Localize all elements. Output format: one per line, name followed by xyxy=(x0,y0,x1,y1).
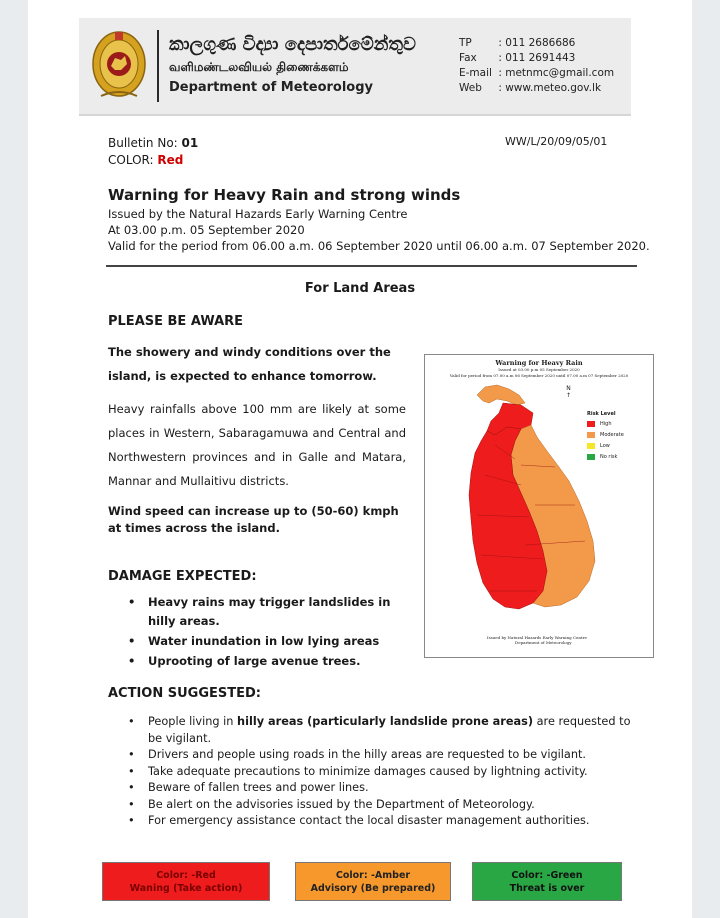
valid-period: Valid for the period from 06.00 a.m. 06 September 2020 until 06.00 a.m. 07 September 2020. xyxy=(108,239,650,253)
bulletin-number-label: Bulletin No: xyxy=(108,136,178,150)
legend-item-high: High xyxy=(587,421,624,427)
bulletin-meta xyxy=(108,135,198,169)
damage-list xyxy=(128,593,410,672)
damage-item: • Water inundation in low lying areas xyxy=(128,632,410,651)
letterhead xyxy=(79,18,631,116)
issued-at: At 03.00 p.m. 05 September 2020 xyxy=(108,223,305,237)
warning-title: Warning for Heavy Rain and strong winds xyxy=(108,186,461,204)
action-item: • Drivers and people using roads in the hilly areas are requested to be vigilant. xyxy=(128,747,638,764)
damage-item: • Uprooting of large avenue trees. xyxy=(128,652,410,671)
damage-heading: DAMAGE EXPECTED: xyxy=(108,569,257,584)
aware-heading: PLEASE BE AWARE xyxy=(108,314,244,329)
map-footer-department: Department of Meteorology xyxy=(515,640,572,645)
legend-item-moderate: Moderate xyxy=(587,432,624,438)
map-legend xyxy=(587,411,624,465)
bulletin-color-value: Red xyxy=(157,153,184,167)
aware-rain: Heavy rainfalls above 100 mm are likely at some places in Western, Sabaragamuwa and Central and Northwestern provinces and in Galle and Matara, Mannar and Mullaitivu districts. xyxy=(108,402,406,488)
contact-details xyxy=(459,36,614,96)
damage-item: • Heavy rains may trigger landslides in hilly areas. xyxy=(128,593,410,631)
bulletin-reference: WW/L/20/09/05/01 xyxy=(505,135,608,148)
contact-fax: Fax : 011 2691443 xyxy=(459,52,576,64)
action-item: • People living in hilly areas (particularly landslide prone areas) are requested to be vigilant. xyxy=(128,714,638,747)
action-item: • Beware of fallen trees and power lines. xyxy=(128,780,638,797)
legend-title: Risk Level xyxy=(587,411,616,417)
section-rule xyxy=(106,265,637,267)
sri-lanka-map xyxy=(425,355,653,657)
action-item: • Take adequate precautions to minimize damages caused by lightning activity. xyxy=(128,764,638,781)
header-divider xyxy=(157,30,159,102)
section-heading: For Land Areas xyxy=(304,281,416,296)
action-list xyxy=(128,714,638,830)
color-code-amber: Color: -Amber Advisory (Be prepared) xyxy=(295,862,451,901)
department-name-sinhala: කාලගුණ විද්‍යා දෙපාර්තමේන්තුව xyxy=(169,34,416,55)
aware-intro: The showery and windy conditions over the island, is expected to enhance tomorrow. xyxy=(108,345,391,383)
warning-issue-details xyxy=(108,206,650,254)
department-name-english: Department of Meteorology xyxy=(169,80,374,95)
map-region-north xyxy=(477,385,525,405)
action-item: • Be alert on the advisories issued by the Department of Meteorology. xyxy=(128,797,638,814)
action-heading: ACTION SUGGESTED: xyxy=(108,686,262,701)
aware-wind: Wind speed can increase up to (50-60) kmph at times across the island. xyxy=(108,504,399,535)
map-title: Warning for Heavy Rain xyxy=(495,359,583,367)
bulletin-color-label: COLOR: xyxy=(108,153,154,167)
color-code-green: Color: -Green Threat is over xyxy=(472,862,622,901)
contact-tp: TP : 011 2686686 xyxy=(459,37,576,49)
contact-email: E-mail : metnmc@gmail.com xyxy=(459,67,615,79)
action-item: • For emergency assistance contact the local disaster management authorities. xyxy=(128,813,638,830)
color-code-red: Color: -Red Waning (Take action) xyxy=(102,862,270,901)
map-valid: Valid for period from 07.00 a.m 06 September 2020 until 07.00 a.m 07 September 2020 xyxy=(449,373,629,378)
bulletin-number: 01 xyxy=(181,136,199,150)
national-emblem-icon xyxy=(91,30,147,102)
legend-item-no-risk: No risk xyxy=(587,454,624,460)
department-name-tamil: வளிமண்டலவியல் திணைக்களம் xyxy=(169,60,349,74)
north-arrow-icon: N ↑ xyxy=(566,385,572,399)
legend-item-low: Low xyxy=(587,443,624,449)
map-issued: Issued at 03.00 p.m 05 September 2020 xyxy=(498,367,580,372)
map-footer-issuer: Issued by Natural Hazards Early Warning Centre xyxy=(487,635,587,640)
risk-map xyxy=(424,354,654,658)
contact-web: Web : www.meteo.gov.lk xyxy=(459,82,602,94)
issued-by: Issued by the Natural Hazards Early Warning Centre xyxy=(108,207,408,221)
